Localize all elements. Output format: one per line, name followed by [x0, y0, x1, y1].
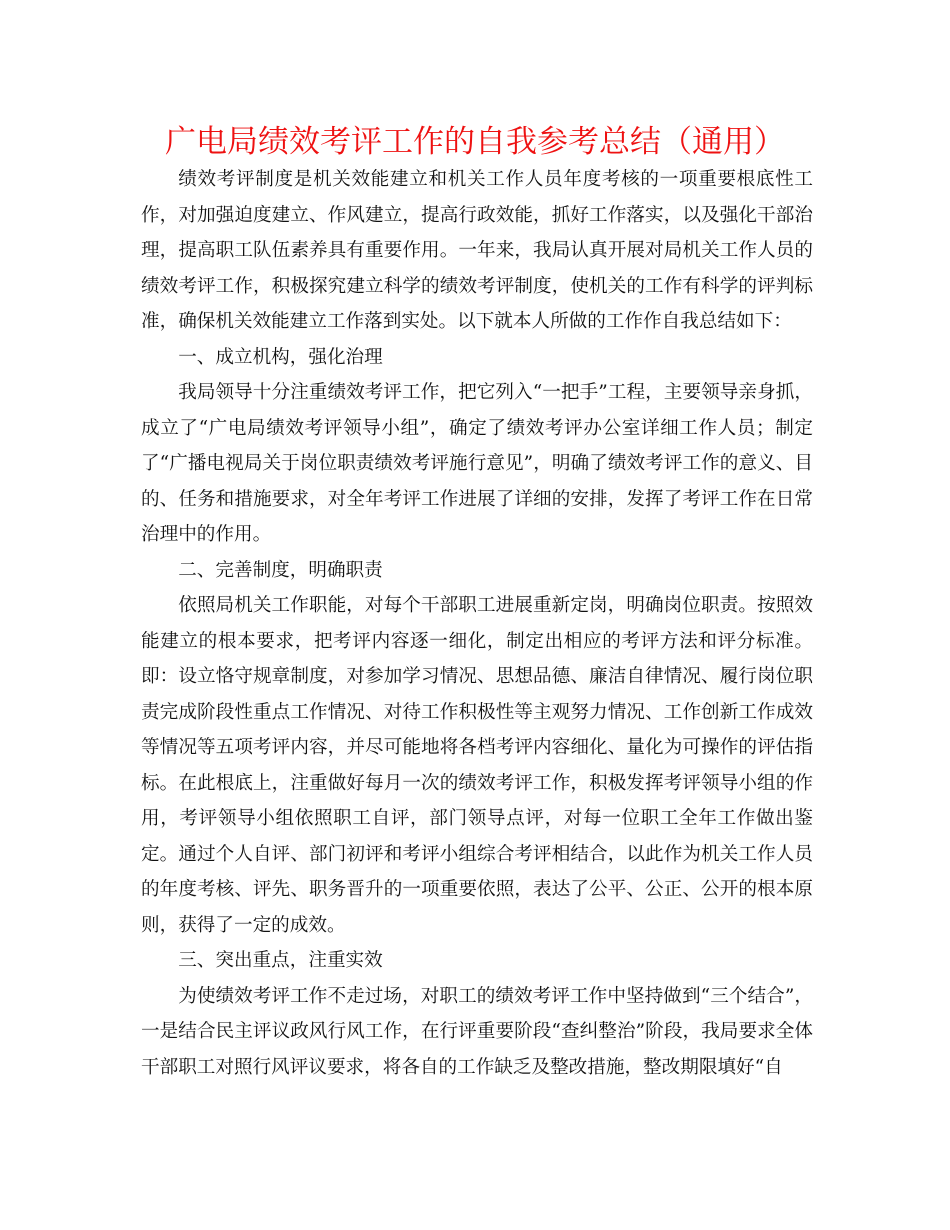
paragraph-section-2: 依照局机关工作职能，对每个干部职工进展重新定岗，明确岗位职责。按照效能建立的根本要求，把考评内容逐一细化，制定出相应的考评方法和评分标准。即：设立恪守规章制度，对参加学习情况、思想品德、廉洁自律情况、履行岗位职责完成阶段性重点工作情况、对待工作积极性等主观努力情况、工作创新工作成效等情况等五项考评内容，并尽可能地将各档考评内容细化、量化为可操作的评估指标。在此根底上，注重做好每月一次的绩效考评工作，积极发挥考评领导小组的作用，考评领导小组依照职工自评，部门领导点评，对每一位职工全年工作做出鉴定。通过个人自评、部门初评和考评小组综合考评相结合，以此作为机关工作人员的年度考核、评先、职务晋升的一项重要依照，表达了公平、公正、公开的根本原则，获得了一定的成效。 [141, 595, 813, 936]
document-body [141, 162, 813, 1085]
section-heading-1: 一、成立机构，强化治理 [178, 346, 383, 368]
paragraph-section-3: 为使绩效考评工作不走过场，对职工的绩效考评工作中坚持做到“三个结合”，一是结合民主评议政风行风工作，在行评重要阶段“查纠整治”阶段，我局要求全体干部职工对照行风评议要求，将各自的工作缺乏及整改措施，整改期限填好“自 [141, 985, 813, 1078]
paragraph-section-1: 我局领导十分注重绩效考评工作，把它列入“一把手”工程，主要领导亲身抓，成立了“广电局绩效考评领导小组”，确定了绩效考评办公室详细工作人员；制定了“广播电视局关于岗位职责绩效考评施行意见”，明确了绩效考评工作的意义、目的、任务和措施要求，对全年考评工作进展了详细的安排，发挥了考评工作在日常治理中的作用。 [141, 382, 813, 545]
section-heading-2: 二、完善制度，明确职责 [178, 559, 383, 581]
document-title: 广电局绩效考评工作的自我参考总结（通用） [165, 124, 785, 160]
section-heading-3: 三、突出重点，注重实效 [178, 950, 383, 971]
paragraph-intro: 绩效考评制度是机关效能建立和机关工作人员年度考核的一项重要根底性工作，对加强迫度建立、作风建立，提高行政效能，抓好工作落实，以及强化干部治理，提高职工队伍素养具有重要作用。一年来，我局认真开展对局机关工作人员的绩效考评工作，积极探究建立科学的绩效考评制度，使机关的工作有科学的评判标准，确保机关效能建立工作落到实处。以下就本人所做的工作作自我总结如下： [141, 169, 813, 332]
